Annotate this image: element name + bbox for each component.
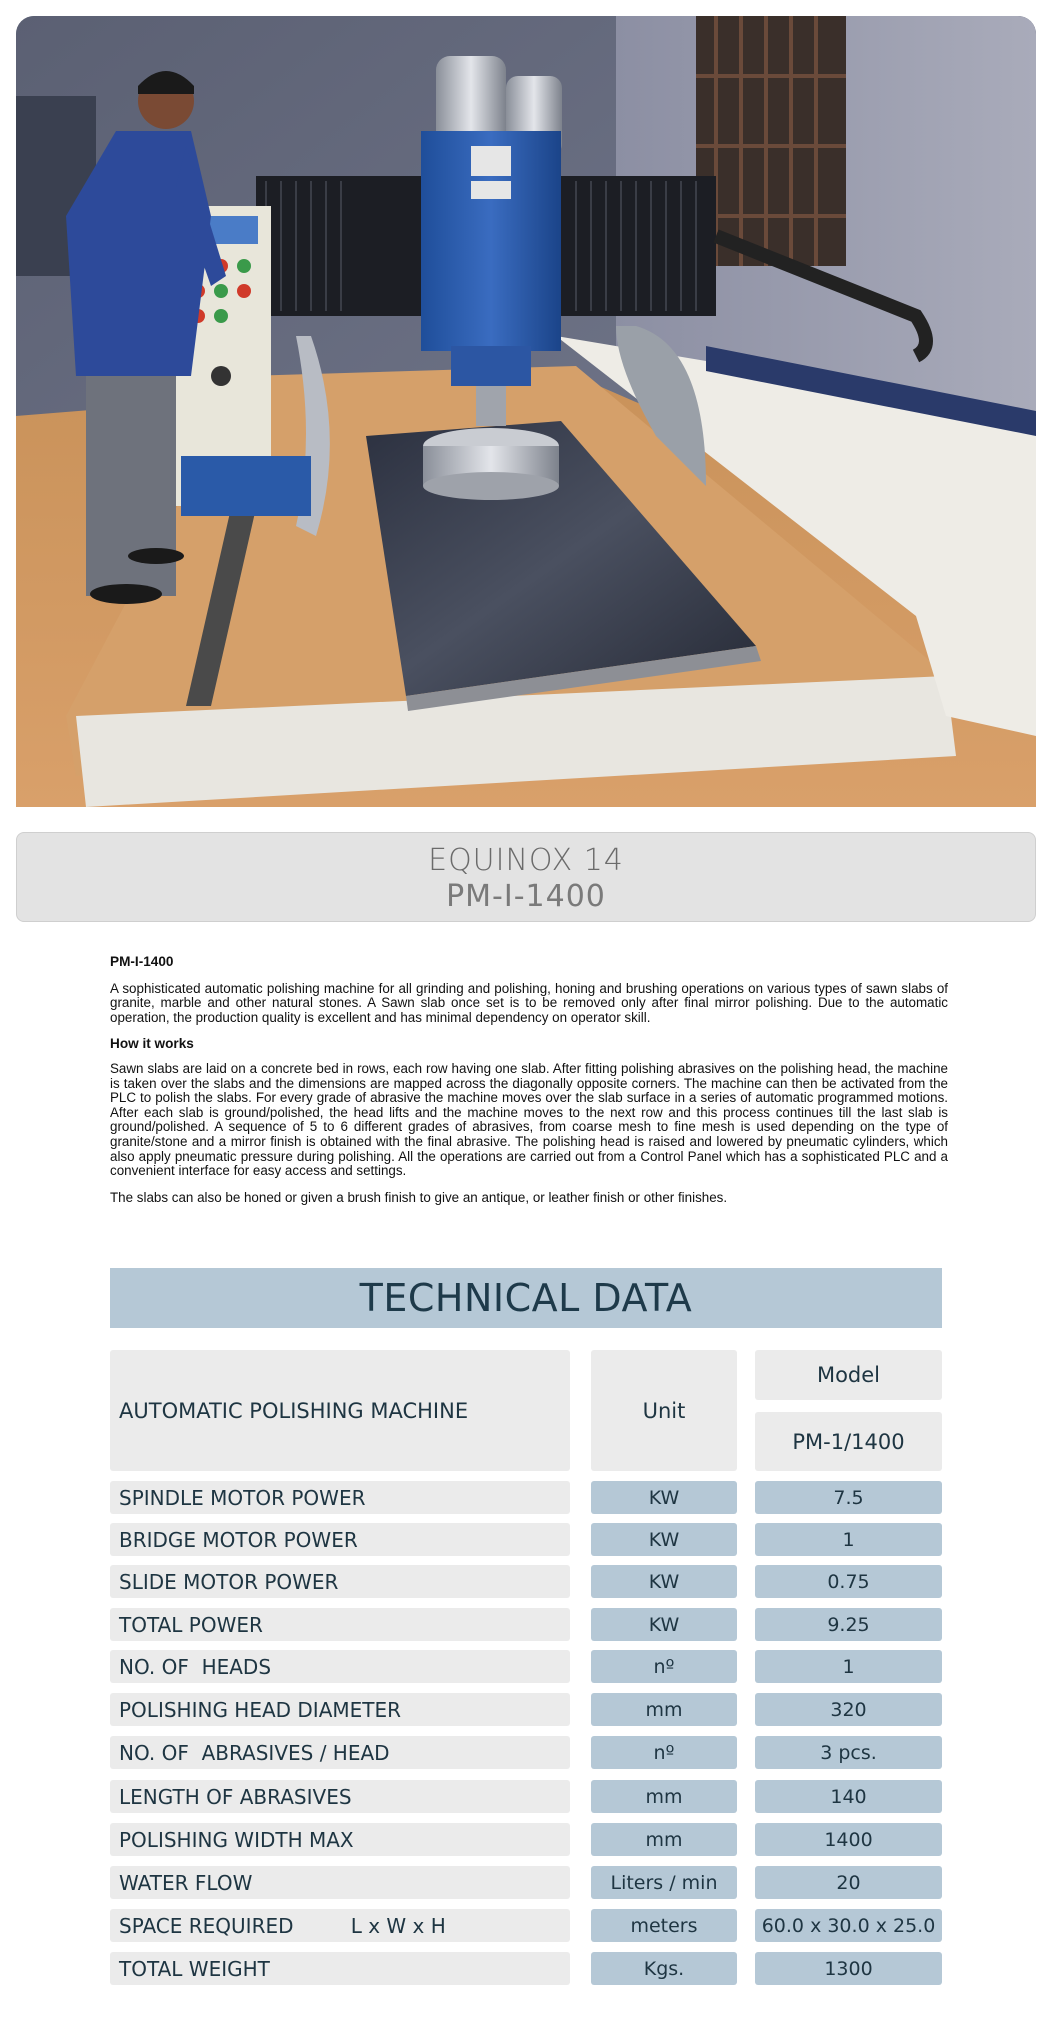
table-row-value: 3 pcs.: [755, 1736, 942, 1769]
table-row-parameter: SPINDLE MOTOR POWER: [110, 1481, 570, 1514]
table-row-parameter: POLISHING HEAD DIAMETER: [110, 1693, 570, 1726]
technical-data-title: TECHNICAL DATA: [110, 1268, 942, 1328]
table-header-machine: AUTOMATIC POLISHING MACHINE: [110, 1350, 570, 1471]
machine-photo: [16, 16, 1036, 807]
description-heading: PM-I-1400: [110, 954, 174, 969]
polishing-machine-illustration: [16, 16, 1036, 807]
table-row-parameter: SLIDE MOTOR POWER: [110, 1565, 570, 1598]
table-row-unit: Liters / min: [591, 1866, 737, 1899]
table-row-value: 1: [755, 1650, 942, 1683]
table-row-parameter: NO. OF HEADS: [110, 1650, 570, 1683]
table-header-unit: Unit: [591, 1350, 737, 1471]
table-row-unit: mm: [591, 1823, 737, 1856]
table-row-value: 140: [755, 1780, 942, 1813]
table-row-value: 1300: [755, 1952, 942, 1985]
table-header-model-label: Model: [755, 1350, 942, 1400]
table-row-unit: KW: [591, 1523, 737, 1556]
how-it-works-heading: How it works: [110, 1036, 194, 1052]
table-row-parameter: WATER FLOW: [110, 1866, 570, 1899]
product-title-banner: [16, 832, 1036, 922]
table-row-parameter: POLISHING WIDTH MAX: [110, 1823, 570, 1856]
table-row-parameter: TOTAL POWER: [110, 1608, 570, 1641]
how-it-works-text: Sawn slabs are laid on a concrete bed in rows, each row having one slab. After fitting polishing abrasives on the polishing head, the machine is taken over the slabs and the dimensions are mapped across the diagonally opposite corners. The machine can then be activated from the PLC to polish the slabs. For every grade of abrasive the machine moves over the slab surface in a series of automatic programmed motions. After each slab is ground/polished, the head lifts and the machine moves to the next row and this process continues till the last slab is ground/polished. A sequence of 5 to 6 different grades of abrasives, from coarse mesh to fine mesh is used depending on the type of granite/stone and a mirror finish is obtained with the final abrasive. The polishing head is raised and lowered by pneumatic cylinders, which also apply pneumatic pressure during polishing. All the operations are carried out from a Control Panel which has a sophisticated PLC and a convenient interface for easy access and settings.: [110, 1060, 948, 1179]
table-row-value: 7.5: [755, 1481, 942, 1514]
table-row-unit: KW: [591, 1481, 737, 1514]
table-row-unit: KW: [591, 1608, 737, 1641]
table-row-value: 1: [755, 1523, 942, 1556]
description-intro: A sophisticated automatic polishing machine for all grinding and polishing, honing and brushing operations on various types of sawn slabs of granite, marble and other natural stones. A Sawn slab once set is to be removed only after final mirror polishing. Due to the automatic operation, the production quality is excellent and has minimal dependency on operator skill.: [110, 980, 948, 1025]
product-model: PM-I-1400: [446, 879, 606, 914]
table-row-unit: KW: [591, 1565, 737, 1598]
table-row-value: 0.75: [755, 1565, 942, 1598]
table-row-unit: meters: [591, 1909, 737, 1942]
table-row-parameter: BRIDGE MOTOR POWER: [110, 1523, 570, 1556]
table-row-value: 60.0 x 30.0 x 25.0: [755, 1909, 942, 1942]
table-row-parameter: LENGTH OF ABRASIVES: [110, 1780, 570, 1813]
table-row-parameter: NO. OF ABRASIVES / HEAD: [110, 1736, 570, 1769]
table-row-value: 1400: [755, 1823, 942, 1856]
table-row-unit: mm: [591, 1693, 737, 1726]
table-row-unit: nº: [591, 1736, 737, 1769]
product-description: [110, 955, 948, 1205]
table-row-unit: Kgs.: [591, 1952, 737, 1985]
table-row-unit: mm: [591, 1780, 737, 1813]
table-row-value: 320: [755, 1693, 942, 1726]
product-name: EQUINOX 14: [428, 843, 624, 878]
table-row-value: 9.25: [755, 1608, 942, 1641]
table-header-model: PM-1/1400: [755, 1412, 942, 1471]
table-row-parameter: TOTAL WEIGHT: [110, 1952, 570, 1985]
table-row-value: 20: [755, 1866, 942, 1899]
table-row-parameter: SPACE REQUIRED L x W x H: [110, 1909, 570, 1942]
finish-text: The slabs can also be honed or given a brush finish to give an antique, or leather finish or other finishes.: [110, 1189, 728, 1205]
table-row-unit: nº: [591, 1650, 737, 1683]
